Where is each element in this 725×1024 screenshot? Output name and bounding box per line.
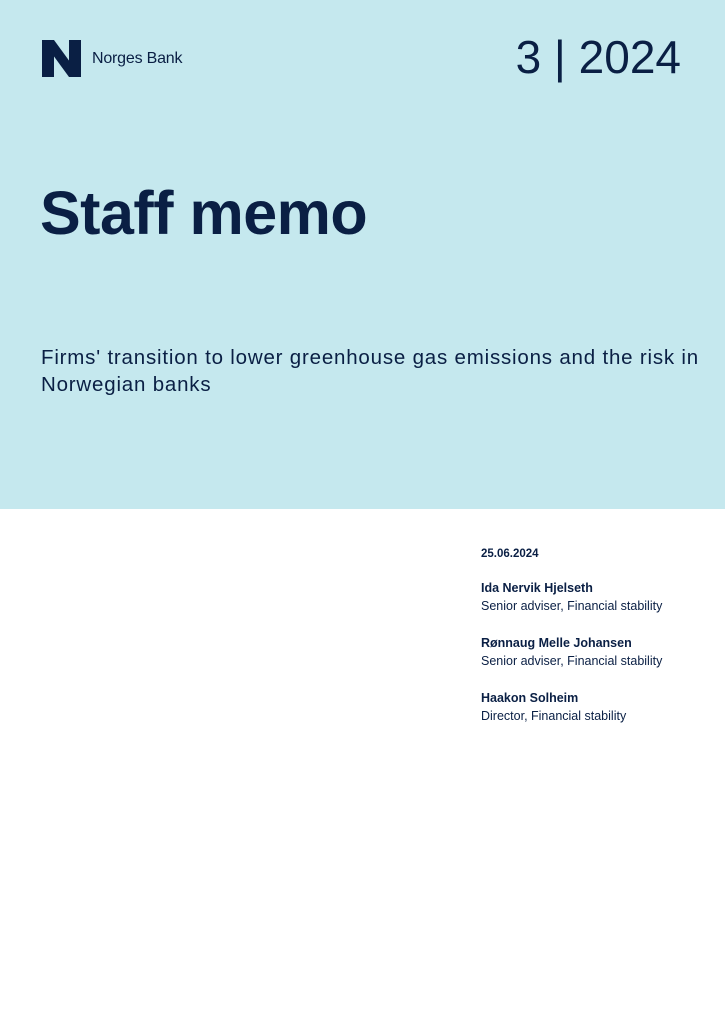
author-entry — [481, 634, 711, 670]
publication-date: 25.06.2024 — [481, 548, 539, 560]
issue-number: 3 | 2024 — [515, 31, 681, 83]
author-role: Senior adviser, Financial stability — [481, 599, 663, 613]
norges-bank-logo — [42, 40, 182, 77]
author-entry — [481, 689, 711, 725]
author-entry — [481, 579, 711, 615]
author-name: Rønnaug Melle Johansen — [481, 636, 632, 650]
author-role: Director, Financial stability — [481, 709, 627, 723]
memo-subtitle: Firms' transition to lower greenhouse gas emissions and the risk in Norwegian banks — [41, 346, 699, 396]
norges-bank-n-logo-icon — [42, 40, 81, 77]
logo-wordmark: Norges Bank — [92, 49, 183, 67]
author-name: Haakon Solheim — [481, 691, 579, 705]
memo-metadata — [481, 546, 711, 744]
page-title: Staff memo — [40, 179, 368, 247]
cover-header-band — [0, 0, 725, 509]
author-name: Ida Nervik Hjelseth — [481, 581, 593, 595]
author-role: Senior adviser, Financial stability — [481, 654, 663, 668]
